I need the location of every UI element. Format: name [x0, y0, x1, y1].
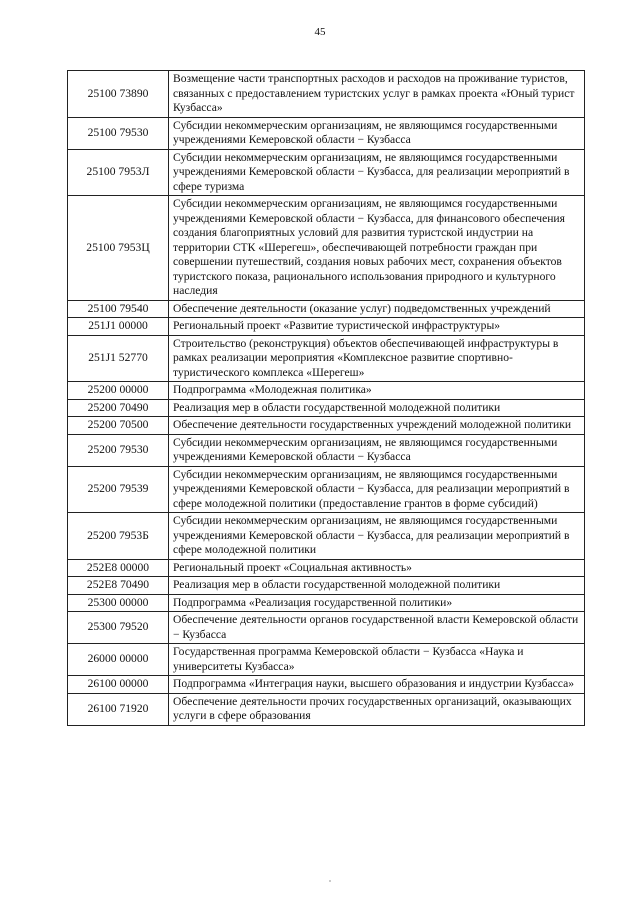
row-description: Государственная программа Кемеровской области − Кузбасса «Наука и университеты Кузбасса»: [169, 644, 585, 676]
page-number: 45: [314, 26, 326, 38]
row-description: Подпрограмма «Интеграция науки, высшего образования и индустрии Кузбасса»: [169, 676, 585, 694]
table-row: [68, 466, 585, 513]
row-code: 25100 79530: [68, 117, 169, 149]
row-code: 25300 79520: [68, 612, 169, 644]
table-row: [68, 644, 585, 676]
row-description: Подпрограмма «Реализация государственной политики»: [169, 594, 585, 612]
row-description: Обеспечение деятельности органов государственной власти Кемеровской области − Кузбасса: [169, 612, 585, 644]
row-description: Региональный проект «Социальная активность»: [169, 559, 585, 577]
table-row: [68, 577, 585, 595]
table-row: [68, 382, 585, 400]
row-description: Субсидии некоммерческим организациям, не являющимся государственными учреждениями Кемеровской области − Кузбасса, для реализации мероприятий в сфере туризма: [169, 149, 585, 196]
row-code: 25200 00000: [68, 382, 169, 400]
table-row: [68, 559, 585, 577]
row-code: 25100 7953Ц: [68, 196, 169, 301]
row-description: Субсидии некоммерческим организациям, не являющимся государственными учреждениями Кемеровской области − Кузбасса, для реализации мероприятий в сфере молодежной политики (предоставление грантов в форме субсидий): [169, 466, 585, 513]
table-row: [68, 335, 585, 382]
row-code: 26100 71920: [68, 693, 169, 725]
table-row: [68, 117, 585, 149]
table-row: [68, 399, 585, 417]
budget-classification-table: [67, 70, 585, 726]
row-description: Обеспечение деятельности прочих государственных организаций, оказывающих услуги в сфере образования: [169, 693, 585, 725]
row-description: Подпрограмма «Молодежная политика»: [169, 382, 585, 400]
row-code: 26100 00000: [68, 676, 169, 694]
row-description: Региональный проект «Развитие туристической инфраструктуры»: [169, 318, 585, 336]
table-row: [68, 300, 585, 318]
row-description: Субсидии некоммерческим организациям, не являющимся государственными учреждениями Кемеровской области − Кузбасса: [169, 434, 585, 466]
row-code: 25200 79530: [68, 434, 169, 466]
row-code: 25200 70500: [68, 417, 169, 435]
row-code: 251J1 00000: [68, 318, 169, 336]
scan-speck: [329, 880, 331, 882]
row-description: Строительство (реконструкция) объектов обеспечивающей инфраструктуры в рамках реализации мероприятия «Комплексное развитие спортивно-туристического комплекса «Шерегеш»: [169, 335, 585, 382]
table-row: [68, 196, 585, 301]
table-row: [68, 318, 585, 336]
row-description: Субсидии некоммерческим организациям, не являющимся государственными учреждениями Кемеровской области − Кузбасса: [169, 117, 585, 149]
row-description: Возмещение части транспортных расходов и расходов на проживание туристов, связанных с предоставлением туристских услуг в рамках проекта «Юный турист Кузбасса»: [169, 71, 585, 118]
row-code: 252E8 00000: [68, 559, 169, 577]
row-description: Субсидии некоммерческим организациям, не являющимся государственными учреждениями Кемеровской области − Кузбасса, для финансового обеспечения создания благоприятных условий для развития туристской индустрии на территории СТК «Шерегеш», обеспечивающей потребности граждан при совершении путешествий, создания новых рабочих мест, сохранения объектов туристского показа, рационального использования природного и культурного наследия: [169, 196, 585, 301]
row-code: 25100 79540: [68, 300, 169, 318]
table-row: [68, 676, 585, 694]
row-code: 25200 7953Б: [68, 513, 169, 560]
row-code: 252E8 70490: [68, 577, 169, 595]
table-row: [68, 693, 585, 725]
table-row: [68, 434, 585, 466]
table-row: [68, 612, 585, 644]
row-code: 25200 79539: [68, 466, 169, 513]
row-description: Субсидии некоммерческим организациям, не являющимся государственными учреждениями Кемеровской области − Кузбасса, для реализации мероприятий в сфере молодежной политики: [169, 513, 585, 560]
row-description: Реализация мер в области государственной молодежной политики: [169, 577, 585, 595]
row-code: 25200 70490: [68, 399, 169, 417]
row-code: 25100 73890: [68, 71, 169, 118]
row-description: Реализация мер в области государственной молодежной политики: [169, 399, 585, 417]
table-row: [68, 417, 585, 435]
row-description: Обеспечение деятельности (оказание услуг) подведомственных учреждений: [169, 300, 585, 318]
row-code: 251J1 52770: [68, 335, 169, 382]
table-row: [68, 594, 585, 612]
row-code: 26000 00000: [68, 644, 169, 676]
table-row: [68, 71, 585, 118]
table-row: [68, 513, 585, 560]
row-code: 25300 00000: [68, 594, 169, 612]
table-row: [68, 149, 585, 196]
row-description: Обеспечение деятельности государственных учреждений молодежной политики: [169, 417, 585, 435]
row-code: 25100 7953Л: [68, 149, 169, 196]
